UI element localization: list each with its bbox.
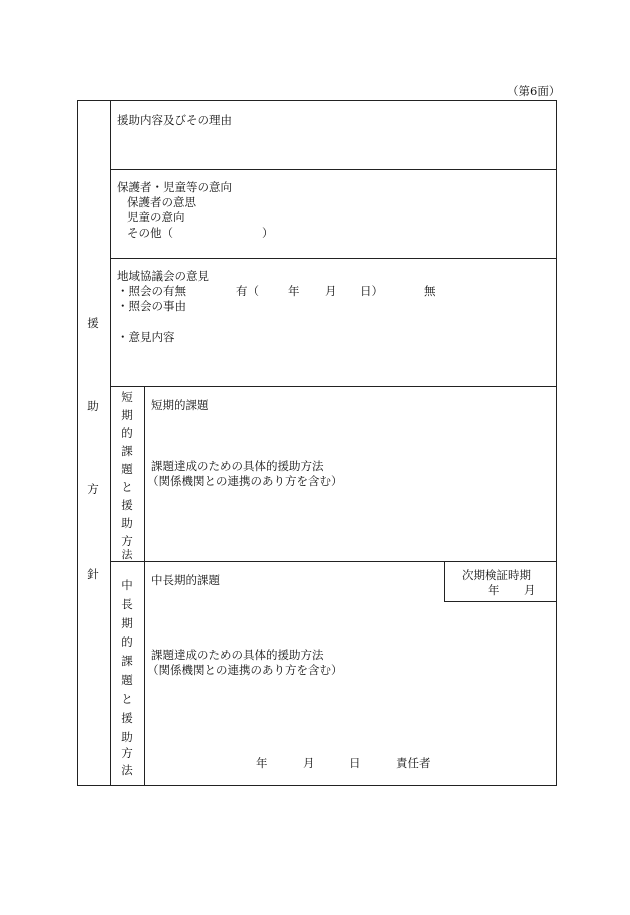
page-number-label: （第6面） <box>507 84 561 98</box>
inquiry-no: 無 <box>424 284 436 298</box>
side-label-char: 針 <box>87 567 99 581</box>
inquiry-year: 年 <box>288 284 300 298</box>
short-term-side-char: 課 <box>121 444 133 458</box>
long-term-side-char: と <box>121 692 133 706</box>
long-term-side-char: 期 <box>121 616 133 630</box>
long-term-side-char: 法 <box>121 763 133 777</box>
sign-month: 月 <box>303 756 315 770</box>
short-term-side-char: 援 <box>121 498 133 512</box>
side-column-divider <box>110 100 111 786</box>
short-term-side-char: 助 <box>121 516 133 530</box>
inquiry-day: 日） <box>360 284 383 298</box>
opinion-label: ・意見内容 <box>117 330 175 344</box>
row-divider <box>110 258 557 259</box>
side-label-char: 方 <box>87 482 99 496</box>
next-review-year: 年 <box>488 583 500 597</box>
row-divider <box>110 561 557 562</box>
child-intent-label: 児童の意向 <box>127 210 185 224</box>
sign-day: 日 <box>349 756 361 770</box>
long-term-side-char: 題 <box>121 673 133 687</box>
review-box-divider <box>444 561 445 601</box>
long-term-side-char: 中 <box>121 578 133 592</box>
short-term-side-char: と <box>121 480 133 494</box>
long-term-method-title: 課題達成のための具体的援助方法 <box>151 648 324 662</box>
long-term-side-char: 援 <box>121 711 133 725</box>
short-term-side-char: 短 <box>121 390 133 404</box>
inquiry-label: ・照会の有無 <box>117 284 186 298</box>
other-intent-close: ） <box>262 226 274 240</box>
row-divider <box>110 386 557 387</box>
long-term-method-note: （関係機関との連携のあり方を含む） <box>147 663 343 677</box>
long-term-title: 中長期的課題 <box>151 573 220 587</box>
short-term-side-char: 題 <box>121 462 133 476</box>
responsible-label: 責任者 <box>396 756 431 770</box>
inquiry-yes-open: 有（ <box>236 284 259 298</box>
sign-year: 年 <box>256 756 268 770</box>
intent-title: 保護者・児童等の意向 <box>117 180 232 194</box>
long-term-side-char: 的 <box>121 635 133 649</box>
long-term-side-char: 課 <box>121 654 133 668</box>
row-divider <box>110 169 557 170</box>
short-term-title: 短期的課題 <box>151 398 209 412</box>
inquiry-reason-label: ・照会の事由 <box>117 299 186 313</box>
long-term-side-char: 長 <box>121 597 133 611</box>
short-term-side-char: 的 <box>121 426 133 440</box>
long-term-side-char: 助 <box>121 730 133 744</box>
council-title: 地域協議会の意見 <box>117 269 209 283</box>
review-box-divider <box>444 601 557 602</box>
short-term-side-char: 期 <box>121 408 133 422</box>
next-review-label: 次期検証時期 <box>462 568 531 582</box>
short-term-method-note: （関係機関との連携のあり方を含む） <box>147 474 343 488</box>
guardian-intent-label: 保護者の意思 <box>127 195 196 209</box>
side-label-char: 援 <box>87 316 99 330</box>
short-term-side-char: 法 <box>121 548 133 561</box>
next-review-month: 月 <box>524 583 536 597</box>
long-term-side-char: 方 <box>121 746 133 760</box>
sub-column-divider <box>144 386 145 786</box>
side-label-char: 助 <box>87 399 99 413</box>
reason-title: 援助内容及びその理由 <box>117 113 232 127</box>
short-term-method-title: 課題達成のための具体的援助方法 <box>151 459 324 473</box>
other-intent-open: その他（ <box>127 226 173 240</box>
inquiry-month: 月 <box>325 284 337 298</box>
short-term-side-char: 方 <box>121 534 133 548</box>
